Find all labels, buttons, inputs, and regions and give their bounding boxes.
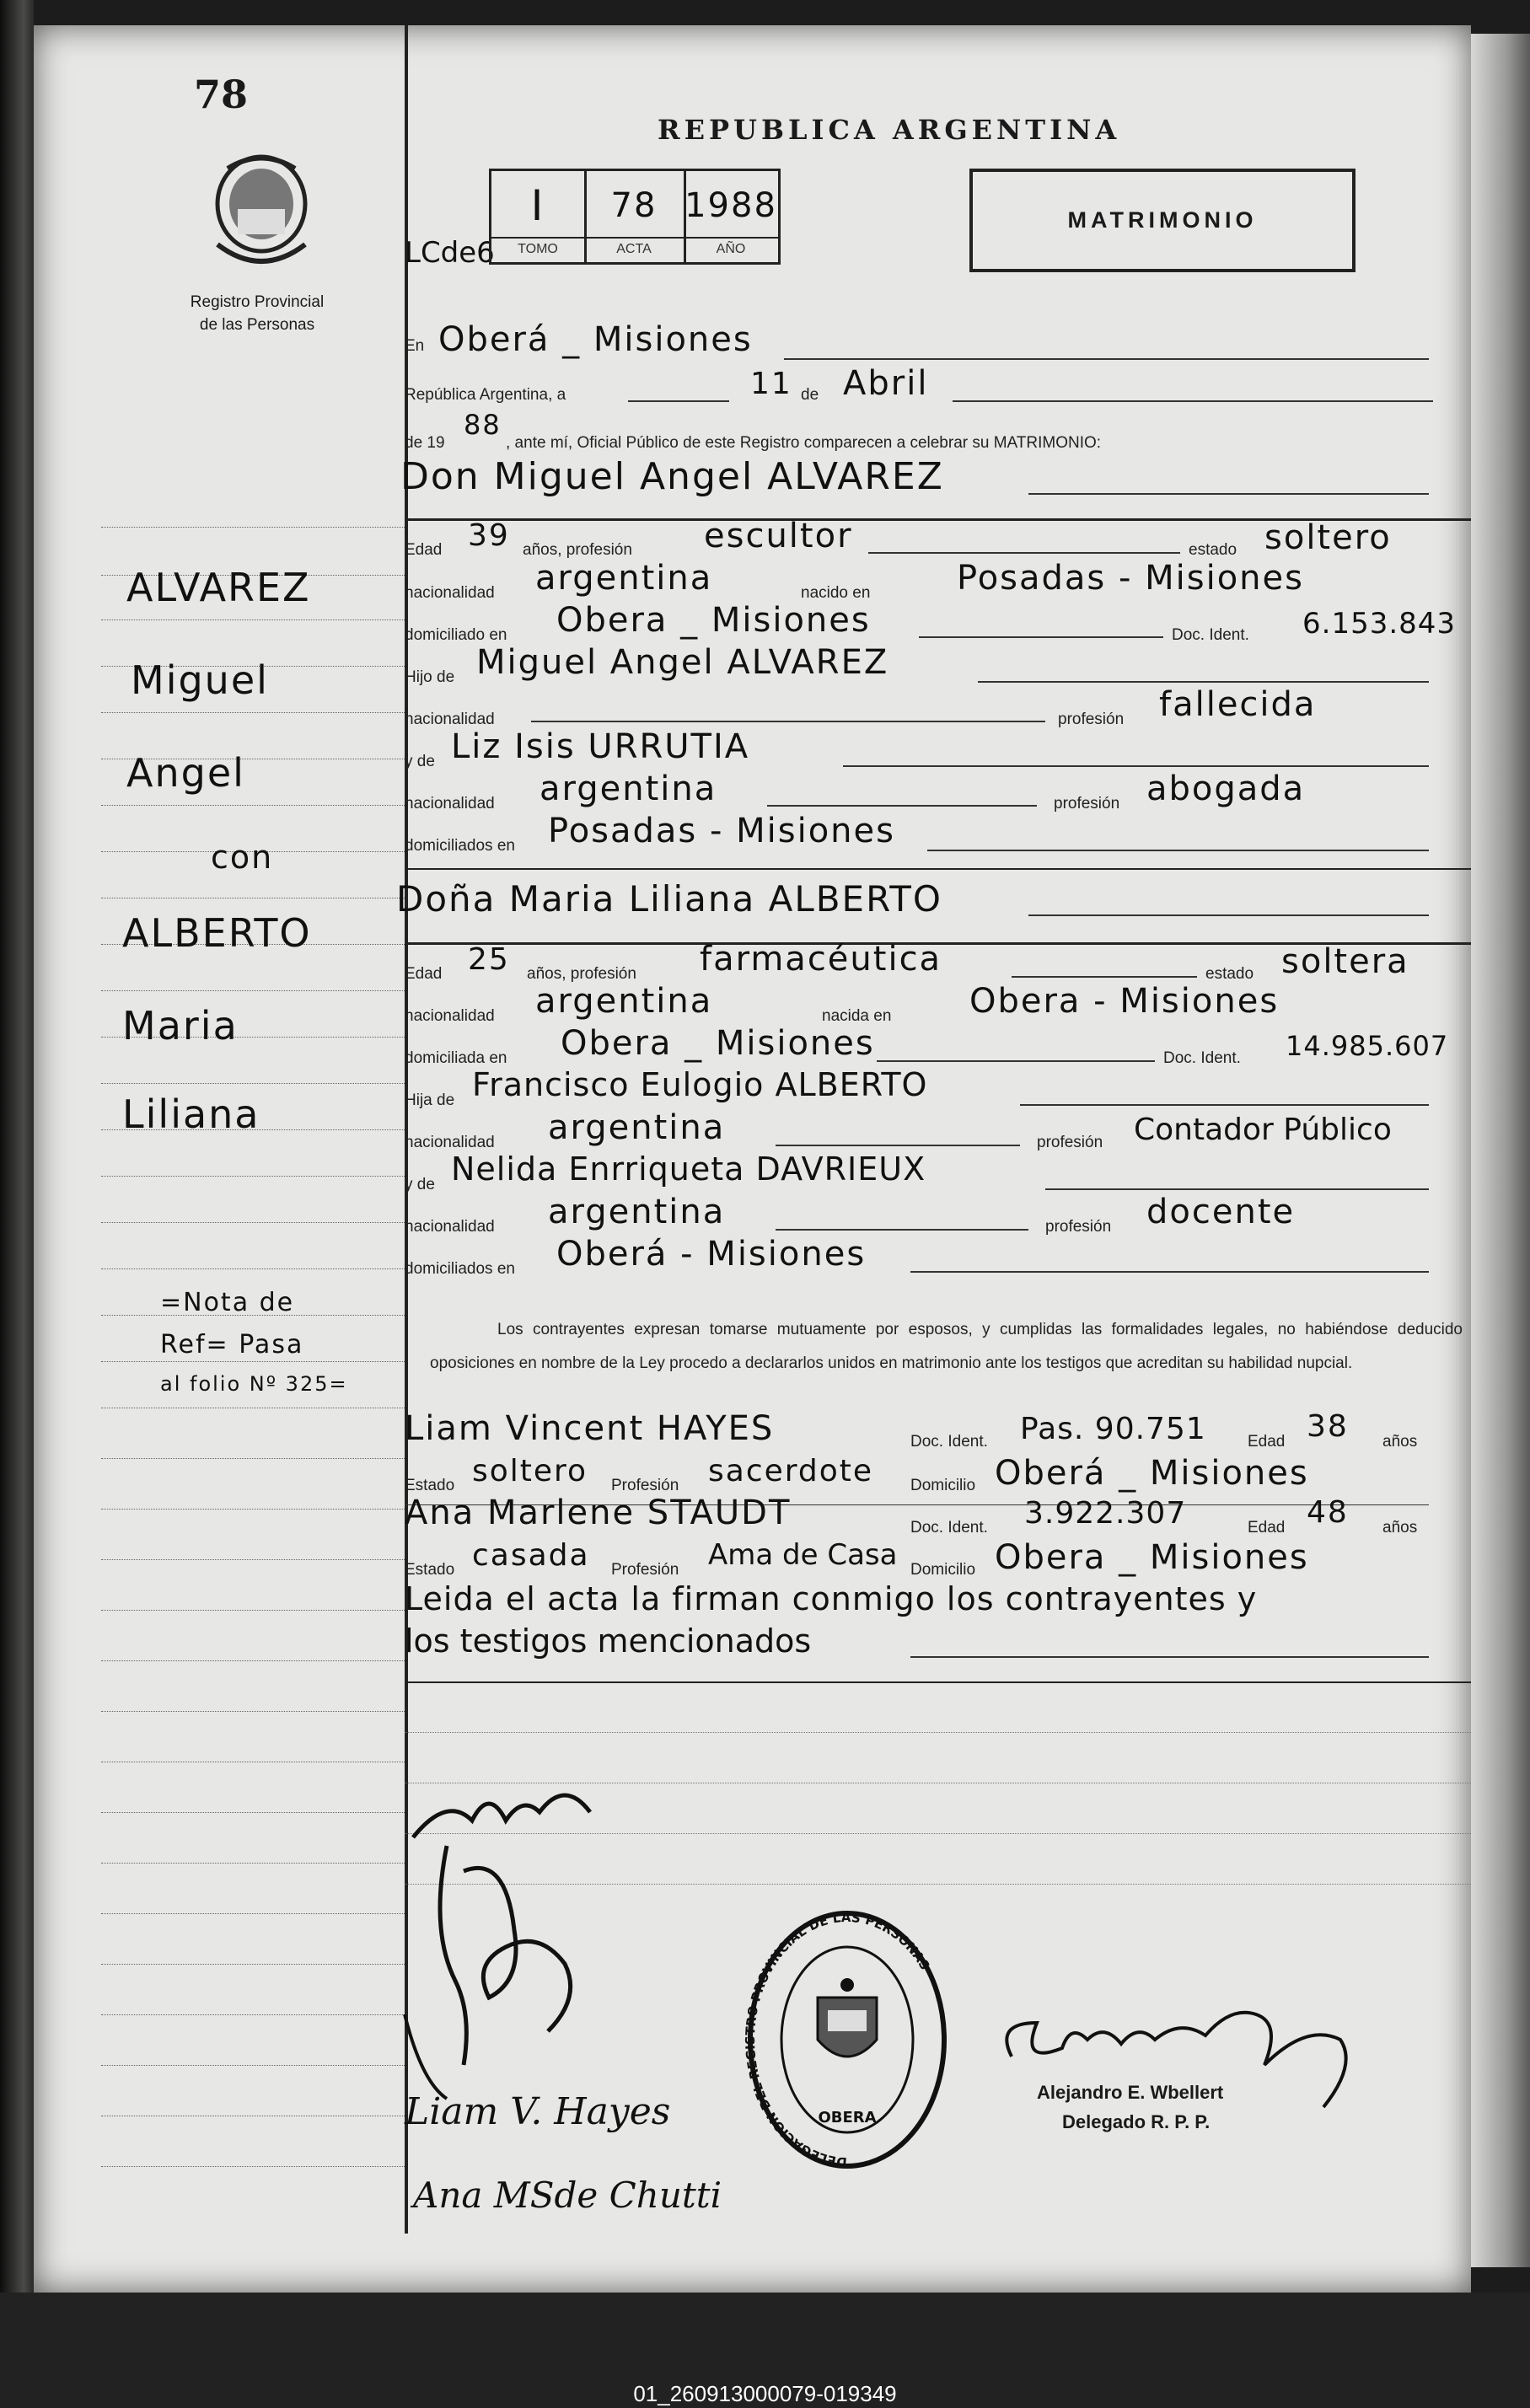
margin-rule — [101, 1458, 405, 1459]
closing-line-2: los testigos mencionados — [405, 1622, 812, 1660]
tomo-label: TOMO — [518, 242, 558, 256]
margin-given-groom-2: Angel — [126, 750, 245, 796]
margin-rule — [101, 1509, 405, 1510]
witness2-prof-label: Profesión — [611, 1561, 679, 1579]
anio-label: AÑO — [716, 242, 746, 256]
bride-yde-label: y de — [405, 1176, 435, 1193]
witness2-doc: 3.922.307 — [1024, 1496, 1187, 1531]
groom-doc-label: Doc. Ident. — [1172, 626, 1249, 644]
groom-yde-label: y de — [405, 753, 435, 770]
acta-value: 78 — [610, 186, 658, 225]
bride-padre-prof: Contador Público — [1134, 1113, 1392, 1147]
libro-code: LCde6 — [405, 236, 495, 270]
book-spine — [0, 0, 34, 2408]
bride-madre: Nelida Enrriqueta DAVRIEUX — [451, 1150, 926, 1188]
record-number-box — [489, 169, 781, 265]
witness1-estado-label: Estado — [405, 1477, 455, 1494]
witness1-dom-label: Domicilio — [910, 1477, 976, 1494]
bride-estado-label: estado — [1205, 965, 1254, 983]
witness2-doc-label: Doc. Ident. — [910, 1519, 988, 1537]
groom-madre-prof: abogada — [1146, 770, 1306, 808]
margin-rule — [101, 1863, 405, 1864]
witness1-estado: soltero — [472, 1454, 588, 1488]
year-suffix: 88 — [464, 409, 502, 441]
margin-rule — [101, 2166, 405, 2167]
margin-given-bride-1: Maria — [122, 1003, 239, 1048]
margin-rule — [101, 2065, 405, 2066]
witness2-domicilio: Obera _ Misiones — [995, 1538, 1309, 1577]
de-label: de — [801, 386, 819, 404]
margin-rule — [101, 1913, 405, 1914]
groom-madre-nac: argentina — [540, 770, 717, 808]
witness1-signature: Liam V. Hayes — [405, 2090, 671, 2133]
bride-profesion: farmacéutica — [700, 940, 942, 979]
bride-padre: Francisco Eulogio ALBERTO — [472, 1066, 928, 1103]
bride-madre-nac: argentina — [548, 1193, 726, 1231]
image-code: 01_260913000079-019349 — [633, 2381, 897, 2406]
groom-nacionalidad: argentina — [535, 559, 713, 598]
republica-label: República Argentina, a — [405, 386, 566, 404]
bride-profesion-label: años, profesión — [527, 965, 636, 983]
margin-rule — [101, 1176, 405, 1177]
groom-nacido-en: Posadas - Misiones — [957, 559, 1304, 598]
groom-padre-prof: fallecida — [1159, 685, 1317, 724]
groom-estado-label: estado — [1189, 541, 1237, 559]
witness1-domicilio: Oberá _ Misiones — [995, 1454, 1309, 1493]
margin-rule — [101, 990, 405, 991]
official-stamp-icon — [742, 1905, 953, 2175]
groom-nac-label: nacionalidad — [405, 584, 495, 602]
official-name: Alejandro E. Wbellert — [1037, 2082, 1224, 2103]
bride-padre-prof-label: profesión — [1037, 1134, 1103, 1151]
bride-nacida-label: nacida en — [822, 1007, 892, 1025]
closing-line-1: Leida el acta la firman conmigo los contrayentes y — [405, 1580, 1258, 1617]
bride-edad: 25 — [468, 942, 510, 977]
groom-edad-label: Edad — [405, 541, 443, 559]
groom-profesion: escultor — [704, 517, 853, 555]
groom-nacido-label: nacido en — [801, 584, 871, 602]
acta-label: ACTA — [616, 242, 652, 256]
document-type-box: MATRIMONIO — [969, 169, 1356, 272]
margin-rule — [101, 1711, 405, 1712]
document-page — [34, 25, 1471, 2293]
witness2-anos-label: años — [1382, 1519, 1418, 1537]
groom-dom-label: domiciliado en — [405, 626, 507, 644]
witness2-edad-label: Edad — [1248, 1519, 1286, 1537]
witness1-profesion: sacerdote — [708, 1454, 874, 1488]
witness1-anos-label: años — [1382, 1433, 1418, 1451]
en-label: En — [405, 337, 425, 355]
stamp-ring-text: DELEGACION DEL REGISTRO PROVINCIAL DE LAS PERSONAS — [743, 1909, 933, 2170]
witness2-estado-label: Estado — [405, 1561, 455, 1579]
witness2-profesion: Ama de Casa — [708, 1538, 898, 1572]
margin-rule — [101, 1559, 405, 1560]
margin-rule — [101, 1361, 405, 1362]
groom-padre-nac-label: nacionalidad — [405, 711, 495, 728]
margin-rule — [101, 2014, 405, 2015]
margin-rule — [101, 1268, 405, 1269]
witness2-name: Ana Marlene STAUDT — [405, 1494, 792, 1532]
bride-domicilio: Obera _ Misiones — [561, 1024, 875, 1063]
groom-edad: 39 — [468, 518, 510, 553]
margin-rule — [101, 1812, 405, 1813]
bride-hija-label: Hija de — [405, 1091, 455, 1109]
groom-madre: Liz Isis URRUTIA — [451, 727, 750, 766]
witness1-edad-label: Edad — [1248, 1433, 1286, 1451]
month: Abril — [843, 364, 929, 403]
bride-padre-nac: argentina — [548, 1108, 726, 1147]
witness1-prof-label: Profesión — [611, 1477, 679, 1494]
bride-nac-label: nacionalidad — [405, 1007, 495, 1025]
page-number: 78 — [194, 72, 249, 117]
page-edge — [1471, 34, 1530, 2267]
groom-name: Don Miguel Angel ALVAREZ — [400, 455, 944, 498]
registry-name: Registro Provincial de las Personas — [190, 293, 325, 334]
groom-padre: Miguel Angel ALVAREZ — [476, 643, 889, 682]
anio-value: 1988 — [684, 186, 777, 225]
groom-estado: soltero — [1264, 518, 1392, 557]
groom-hijo-label: Hijo de — [405, 668, 455, 686]
margin-rule — [101, 1083, 405, 1084]
witness2-edad: 48 — [1307, 1495, 1349, 1530]
margin-con: con — [211, 839, 274, 876]
margin-given-groom-1: Miguel — [131, 657, 269, 703]
margin-rule — [101, 1610, 405, 1611]
bride-padre-nac-label: nacionalidad — [405, 1134, 495, 1151]
bride-madre-nac-label: nacionalidad — [405, 1218, 495, 1236]
margin-note-3: al folio Nº 325= — [160, 1372, 348, 1396]
margin-rule — [101, 619, 405, 620]
witness2-estado: casada — [472, 1538, 590, 1573]
year-prefix: de 19 — [405, 434, 445, 452]
bride-estado: soltera — [1281, 942, 1409, 981]
groom-domicilio: Obera _ Misiones — [556, 601, 871, 640]
bride-madre-prof-label: profesión — [1045, 1218, 1112, 1236]
groom-padres-dom: Posadas - Misiones — [548, 812, 895, 850]
groom-madre-prof-label: profesión — [1054, 795, 1120, 812]
bride-padres-dom-label: domiciliados en — [405, 1260, 515, 1278]
place: Oberá _ Misiones — [438, 320, 753, 359]
margin-rule — [101, 712, 405, 713]
margin-surname-bride: ALBERTO — [122, 910, 312, 956]
bride-name: Doña Maria Liliana ALBERTO — [396, 878, 942, 920]
intro-text: , ante mí, Oficial Público de este Registro comparecen a celebrar su MATRIMONIO: — [506, 434, 1102, 452]
groom-padres-dom-label: domiciliados en — [405, 837, 515, 855]
margin-rule — [101, 805, 405, 806]
day: 11 — [750, 367, 792, 401]
groom-doc: 6.153.843 — [1302, 607, 1457, 641]
margin-rule — [101, 527, 405, 528]
stamp-city: OBERA — [818, 2109, 877, 2126]
bride-dom-label: domiciliada en — [405, 1049, 507, 1067]
tomo-value: I — [530, 181, 545, 230]
declaration-text: Los contrayentes expresan tomarse mutuamente por esposos, y cumplidas las formalidades legales, no habiéndose deducido oposiciones en nombre de la Ley procedo a declararlos unidos en matrimonio ante los testigos que acreditan su habilidad nupcial. — [430, 1321, 1463, 1372]
groom-madre-nac-label: nacionalidad — [405, 795, 495, 812]
contrayentes-signature-icon — [396, 1762, 649, 2116]
bride-doc-label: Doc. Ident. — [1163, 1049, 1241, 1067]
bride-nacionalidad: argentina — [535, 982, 713, 1021]
bride-padres-dom: Oberá - Misiones — [556, 1235, 867, 1274]
margin-rule — [101, 1964, 405, 1965]
bride-madre-prof: docente — [1146, 1193, 1296, 1231]
witness1-doc-label: Doc. Ident. — [910, 1433, 988, 1451]
margin-note-2: Ref= Pasa — [160, 1330, 304, 1360]
margin-rule — [101, 1222, 405, 1223]
groom-padre-prof-label: profesión — [1058, 711, 1125, 728]
witness2-signature: Ana MSde Chutti — [413, 2175, 722, 2216]
bride-doc: 14.985.607 — [1286, 1030, 1449, 1062]
witness1-doc: Pas. 90.751 — [1020, 1412, 1206, 1446]
witness1-name: Liam Vincent HAYES — [405, 1409, 775, 1448]
country-title: REPUBLICA ARGENTINA — [658, 114, 1121, 146]
witness2-dom-label: Domicilio — [910, 1561, 976, 1579]
margin-given-bride-2: Liliana — [122, 1091, 260, 1137]
margin-surname-groom: ALVAREZ — [126, 565, 311, 610]
margin-rule — [101, 1660, 405, 1661]
coat-of-arms-icon — [211, 152, 312, 278]
bride-nacida-en: Obera - Misiones — [969, 982, 1280, 1021]
official-title: Delegado R. P. P. — [1062, 2111, 1211, 2132]
margin-note-1: =Nota de — [160, 1288, 295, 1317]
bride-edad-label: Edad — [405, 965, 443, 983]
groom-profesion-label: años, profesión — [523, 541, 632, 559]
witness1-edad: 38 — [1307, 1409, 1349, 1444]
